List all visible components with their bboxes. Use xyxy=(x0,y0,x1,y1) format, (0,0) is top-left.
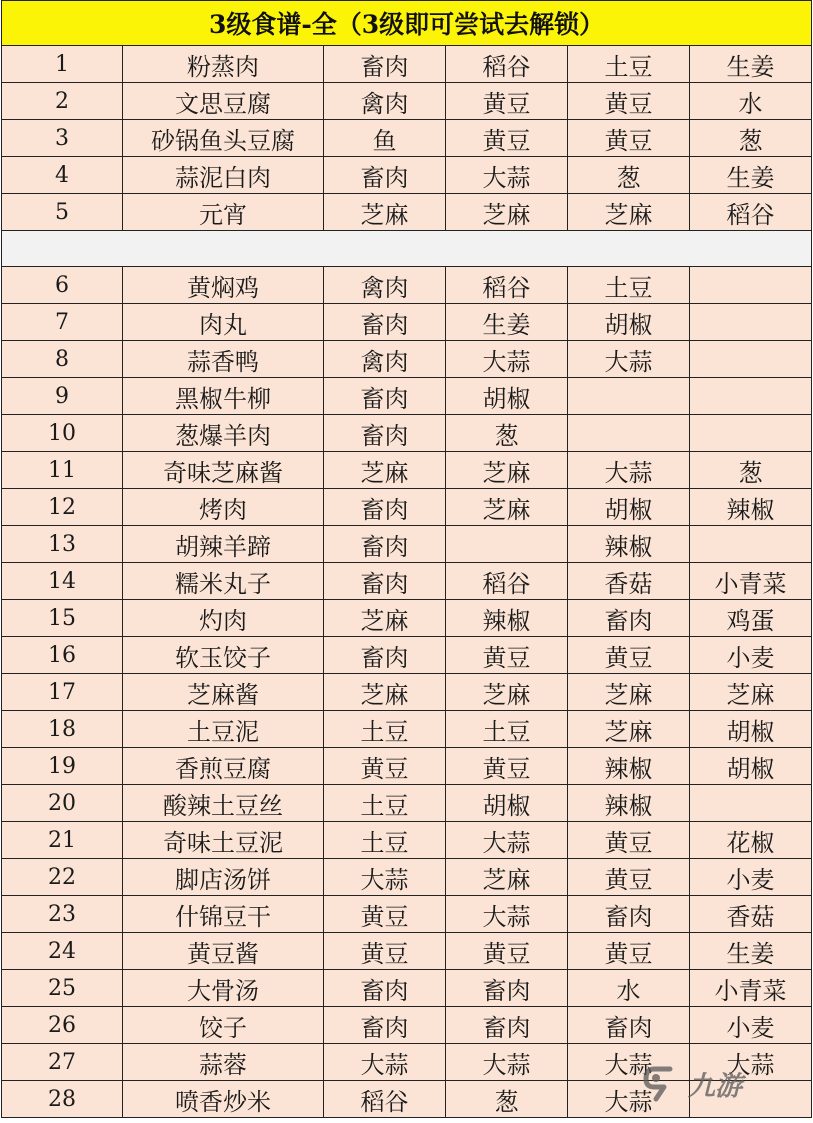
ingredient-4-cell: 生姜 xyxy=(690,933,812,970)
recipe-name-cell: 饺子 xyxy=(123,1007,324,1044)
ingredient-4-cell: 香菇 xyxy=(690,896,812,933)
ingredient-3-cell: 香菇 xyxy=(568,563,690,600)
ingredient-1-cell: 芝麻 xyxy=(324,600,446,637)
ingredient-2-cell: 土豆 xyxy=(446,711,568,748)
ingredient-4-cell: 小麦 xyxy=(690,859,812,896)
table-row xyxy=(2,120,812,157)
ingredient-1-cell: 大蒜 xyxy=(324,1044,446,1081)
recipe-number-cell: 1 xyxy=(2,46,123,83)
ingredient-3-cell: 畜肉 xyxy=(568,896,690,933)
recipe-name-cell: 黑椒牛柳 xyxy=(123,378,324,415)
ingredient-2-cell: 大蒜 xyxy=(446,1044,568,1081)
ingredient-4-cell: 生姜 xyxy=(690,157,812,194)
table-row xyxy=(2,341,812,378)
ingredient-3-cell: 大蒜 xyxy=(568,452,690,489)
recipe-number-cell: 27 xyxy=(2,1044,123,1081)
recipe-number-cell: 8 xyxy=(2,341,123,378)
ingredient-2-cell: 黄豆 xyxy=(446,637,568,674)
table-row xyxy=(2,822,812,859)
recipe-name-cell: 蒜蓉 xyxy=(123,1044,324,1081)
ingredient-4-cell: 胡椒 xyxy=(690,748,812,785)
recipe-number-cell: 25 xyxy=(2,970,123,1007)
ingredient-4-cell: 小麦 xyxy=(690,637,812,674)
ingredient-3-cell: 黄豆 xyxy=(568,83,690,120)
recipe-number-cell: 26 xyxy=(2,1007,123,1044)
ingredient-1-cell: 芝麻 xyxy=(324,674,446,711)
recipe-number-cell: 24 xyxy=(2,933,123,970)
ingredient-1-cell: 畜肉 xyxy=(324,1007,446,1044)
table-row xyxy=(2,785,812,822)
ingredient-4-cell: 生姜 xyxy=(690,46,812,83)
ingredient-4-cell: 稻谷 xyxy=(690,194,812,231)
recipe-number-cell: 5 xyxy=(2,194,123,231)
recipe-name-cell: 软玉饺子 xyxy=(123,637,324,674)
recipe-number-cell: 21 xyxy=(2,822,123,859)
recipe-number-cell: 22 xyxy=(2,859,123,896)
recipe-number-cell: 4 xyxy=(2,157,123,194)
recipe-number-cell: 6 xyxy=(2,267,123,304)
recipe-name-cell: 蒜香鸭 xyxy=(123,341,324,378)
recipe-name-cell: 葱爆羊肉 xyxy=(123,415,324,452)
table-row xyxy=(2,748,812,785)
ingredient-3-cell: 芝麻 xyxy=(568,674,690,711)
table-row xyxy=(2,600,812,637)
ingredient-3-cell: 芝麻 xyxy=(568,711,690,748)
ingredient-2-cell: 稻谷 xyxy=(446,563,568,600)
recipe-number-cell: 20 xyxy=(2,785,123,822)
ingredient-3-cell xyxy=(568,378,690,415)
recipe-name-cell: 肉丸 xyxy=(123,304,324,341)
recipe-name-cell: 灼肉 xyxy=(123,600,324,637)
ingredient-2-cell: 黄豆 xyxy=(446,83,568,120)
ingredient-4-cell: 小青菜 xyxy=(690,970,812,1007)
ingredient-3-cell xyxy=(568,415,690,452)
table-row xyxy=(2,711,812,748)
ingredient-2-cell: 芝麻 xyxy=(446,674,568,711)
recipe-number-cell: 17 xyxy=(2,674,123,711)
recipe-name-cell: 黄焖鸡 xyxy=(123,267,324,304)
recipe-number-cell: 15 xyxy=(2,600,123,637)
ingredient-3-cell: 黄豆 xyxy=(568,120,690,157)
recipe-name-cell: 大骨汤 xyxy=(123,970,324,1007)
table-row xyxy=(2,157,812,194)
ingredient-3-cell: 胡椒 xyxy=(568,304,690,341)
recipe-name-cell: 黄豆酱 xyxy=(123,933,324,970)
table-row xyxy=(2,526,812,563)
table-row xyxy=(2,859,812,896)
recipe-number-cell: 28 xyxy=(2,1081,123,1118)
ingredient-1-cell: 芝麻 xyxy=(324,452,446,489)
ingredient-1-cell: 芝麻 xyxy=(324,194,446,231)
ingredient-2-cell: 黄豆 xyxy=(446,748,568,785)
recipe-number-cell: 16 xyxy=(2,637,123,674)
ingredient-2-cell: 葱 xyxy=(446,415,568,452)
recipe-name-cell: 香煎豆腐 xyxy=(123,748,324,785)
ingredient-1-cell: 畜肉 xyxy=(324,489,446,526)
table-row xyxy=(2,194,812,231)
ingredient-4-cell xyxy=(690,267,812,304)
recipe-name-cell: 元宵 xyxy=(123,194,324,231)
spacer-row xyxy=(2,231,812,267)
recipe-number-cell: 23 xyxy=(2,896,123,933)
ingredient-3-cell: 黄豆 xyxy=(568,637,690,674)
ingredient-4-cell: 芝麻 xyxy=(690,674,812,711)
ingredient-2-cell: 胡椒 xyxy=(446,785,568,822)
ingredient-1-cell: 畜肉 xyxy=(324,526,446,563)
ingredient-3-cell: 畜肉 xyxy=(568,600,690,637)
recipe-name-cell: 文思豆腐 xyxy=(123,83,324,120)
ingredient-1-cell: 鱼 xyxy=(324,120,446,157)
ingredient-2-cell: 大蒜 xyxy=(446,822,568,859)
recipe-name-cell: 奇味土豆泥 xyxy=(123,822,324,859)
recipe-number-cell: 19 xyxy=(2,748,123,785)
table-row xyxy=(2,970,812,1007)
ingredient-3-cell: 大蒜 xyxy=(568,1081,690,1118)
ingredient-2-cell: 黄豆 xyxy=(446,120,568,157)
jiuyou-logo-icon xyxy=(640,1061,684,1105)
ingredient-2-cell: 芝麻 xyxy=(446,489,568,526)
ingredient-2-cell: 稻谷 xyxy=(446,267,568,304)
recipe-name-cell: 砂锅鱼头豆腐 xyxy=(123,120,324,157)
ingredient-2-cell: 芝麻 xyxy=(446,859,568,896)
table-row xyxy=(2,415,812,452)
ingredient-2-cell: 胡椒 xyxy=(446,378,568,415)
ingredient-3-cell: 辣椒 xyxy=(568,785,690,822)
ingredient-4-cell: 鸡蛋 xyxy=(690,600,812,637)
ingredient-1-cell: 畜肉 xyxy=(324,970,446,1007)
ingredient-4-cell: 辣椒 xyxy=(690,489,812,526)
ingredient-3-cell: 土豆 xyxy=(568,267,690,304)
ingredient-2-cell: 大蒜 xyxy=(446,157,568,194)
recipe-name-cell: 土豆泥 xyxy=(123,711,324,748)
recipe-number-cell: 2 xyxy=(2,83,123,120)
table-row xyxy=(2,489,812,526)
table-row xyxy=(2,46,812,83)
ingredient-1-cell: 土豆 xyxy=(324,711,446,748)
ingredient-1-cell: 畜肉 xyxy=(324,378,446,415)
ingredient-1-cell: 稻谷 xyxy=(324,1081,446,1118)
ingredient-3-cell: 大蒜 xyxy=(568,341,690,378)
title-row xyxy=(2,1,812,46)
table-row xyxy=(2,933,812,970)
ingredient-2-cell: 芝麻 xyxy=(446,194,568,231)
table-row xyxy=(2,896,812,933)
recipe-number-cell: 11 xyxy=(2,452,123,489)
ingredient-3-cell: 黄豆 xyxy=(568,933,690,970)
ingredient-1-cell: 土豆 xyxy=(324,822,446,859)
ingredient-1-cell: 畜肉 xyxy=(324,46,446,83)
ingredient-1-cell: 禽肉 xyxy=(324,83,446,120)
ingredient-2-cell xyxy=(446,526,568,563)
table-row xyxy=(2,378,812,415)
table-row xyxy=(2,637,812,674)
watermark-text: 九游 xyxy=(688,1070,742,1102)
ingredient-4-cell: 小青菜 xyxy=(690,563,812,600)
ingredient-1-cell: 禽肉 xyxy=(324,267,446,304)
recipe-name-cell: 粉蒸肉 xyxy=(123,46,324,83)
ingredient-2-cell: 稻谷 xyxy=(446,46,568,83)
ingredient-2-cell: 大蒜 xyxy=(446,896,568,933)
recipe-number-cell: 7 xyxy=(2,304,123,341)
ingredient-4-cell xyxy=(690,785,812,822)
ingredient-2-cell: 大蒜 xyxy=(446,341,568,378)
ingredient-3-cell: 黄豆 xyxy=(568,822,690,859)
recipe-name-cell: 烤肉 xyxy=(123,489,324,526)
ingredient-1-cell: 黄豆 xyxy=(324,896,446,933)
table-row xyxy=(2,1007,812,1044)
recipe-number-cell: 10 xyxy=(2,415,123,452)
ingredient-4-cell: 水 xyxy=(690,83,812,120)
ingredient-4-cell: 小麦 xyxy=(690,1007,812,1044)
table-row xyxy=(2,452,812,489)
ingredient-2-cell: 畜肉 xyxy=(446,1007,568,1044)
ingredient-3-cell: 大蒜 xyxy=(568,1044,690,1081)
ingredient-3-cell: 畜肉 xyxy=(568,1007,690,1044)
ingredient-1-cell: 黄豆 xyxy=(324,933,446,970)
recipe-name-cell: 蒜泥白肉 xyxy=(123,157,324,194)
ingredient-4-cell xyxy=(690,341,812,378)
ingredient-2-cell: 黄豆 xyxy=(446,933,568,970)
table-row xyxy=(2,83,812,120)
ingredient-4-cell: 大蒜 xyxy=(690,1044,812,1081)
ingredient-3-cell: 胡椒 xyxy=(568,489,690,526)
ingredient-1-cell: 土豆 xyxy=(324,785,446,822)
recipe-name-cell: 糯米丸子 xyxy=(123,563,324,600)
recipe-table xyxy=(1,0,812,1118)
ingredient-3-cell: 辣椒 xyxy=(568,526,690,563)
recipe-number-cell: 3 xyxy=(2,120,123,157)
ingredient-1-cell: 禽肉 xyxy=(324,341,446,378)
ingredient-4-cell xyxy=(690,304,812,341)
ingredient-1-cell: 畜肉 xyxy=(324,157,446,194)
ingredient-3-cell: 芝麻 xyxy=(568,194,690,231)
ingredient-1-cell: 畜肉 xyxy=(324,637,446,674)
watermark xyxy=(640,1050,810,1116)
recipe-number-cell: 13 xyxy=(2,526,123,563)
recipe-name-cell: 酸辣土豆丝 xyxy=(123,785,324,822)
ingredient-3-cell: 葱 xyxy=(568,157,690,194)
ingredient-4-cell: 胡椒 xyxy=(690,711,812,748)
recipe-number-cell: 14 xyxy=(2,563,123,600)
recipe-name-cell: 胡辣羊蹄 xyxy=(123,526,324,563)
recipe-name-cell: 喷香炒米 xyxy=(123,1081,324,1118)
ingredient-2-cell: 畜肉 xyxy=(446,970,568,1007)
recipe-name-cell: 脚店汤饼 xyxy=(123,859,324,896)
ingredient-3-cell: 黄豆 xyxy=(568,859,690,896)
recipe-number-cell: 12 xyxy=(2,489,123,526)
ingredient-4-cell xyxy=(690,526,812,563)
ingredient-4-cell: 葱 xyxy=(690,452,812,489)
recipe-name-cell: 奇味芝麻酱 xyxy=(123,452,324,489)
ingredient-3-cell: 水 xyxy=(568,970,690,1007)
ingredient-4-cell xyxy=(690,378,812,415)
ingredient-1-cell: 黄豆 xyxy=(324,748,446,785)
table-row xyxy=(2,563,812,600)
spacer-cell xyxy=(2,231,812,267)
ingredient-1-cell: 畜肉 xyxy=(324,563,446,600)
ingredient-1-cell: 畜肉 xyxy=(324,415,446,452)
ingredient-4-cell: 花椒 xyxy=(690,822,812,859)
ingredient-2-cell: 生姜 xyxy=(446,304,568,341)
ingredient-3-cell: 土豆 xyxy=(568,46,690,83)
table-title: 3级食谱-全（3级即可尝试去解锁） xyxy=(2,1,812,46)
ingredient-2-cell: 葱 xyxy=(446,1081,568,1118)
recipe-name-cell: 芝麻酱 xyxy=(123,674,324,711)
ingredient-1-cell: 畜肉 xyxy=(324,304,446,341)
ingredient-2-cell: 芝麻 xyxy=(446,452,568,489)
ingredient-1-cell: 大蒜 xyxy=(324,859,446,896)
recipe-name-cell: 什锦豆干 xyxy=(123,896,324,933)
table-row xyxy=(2,674,812,711)
table-row xyxy=(2,267,812,304)
table-row xyxy=(2,304,812,341)
recipe-number-cell: 18 xyxy=(2,711,123,748)
ingredient-4-cell: 葱 xyxy=(690,120,812,157)
ingredient-2-cell: 辣椒 xyxy=(446,600,568,637)
ingredient-4-cell xyxy=(690,415,812,452)
ingredient-3-cell: 辣椒 xyxy=(568,748,690,785)
recipe-number-cell: 9 xyxy=(2,378,123,415)
